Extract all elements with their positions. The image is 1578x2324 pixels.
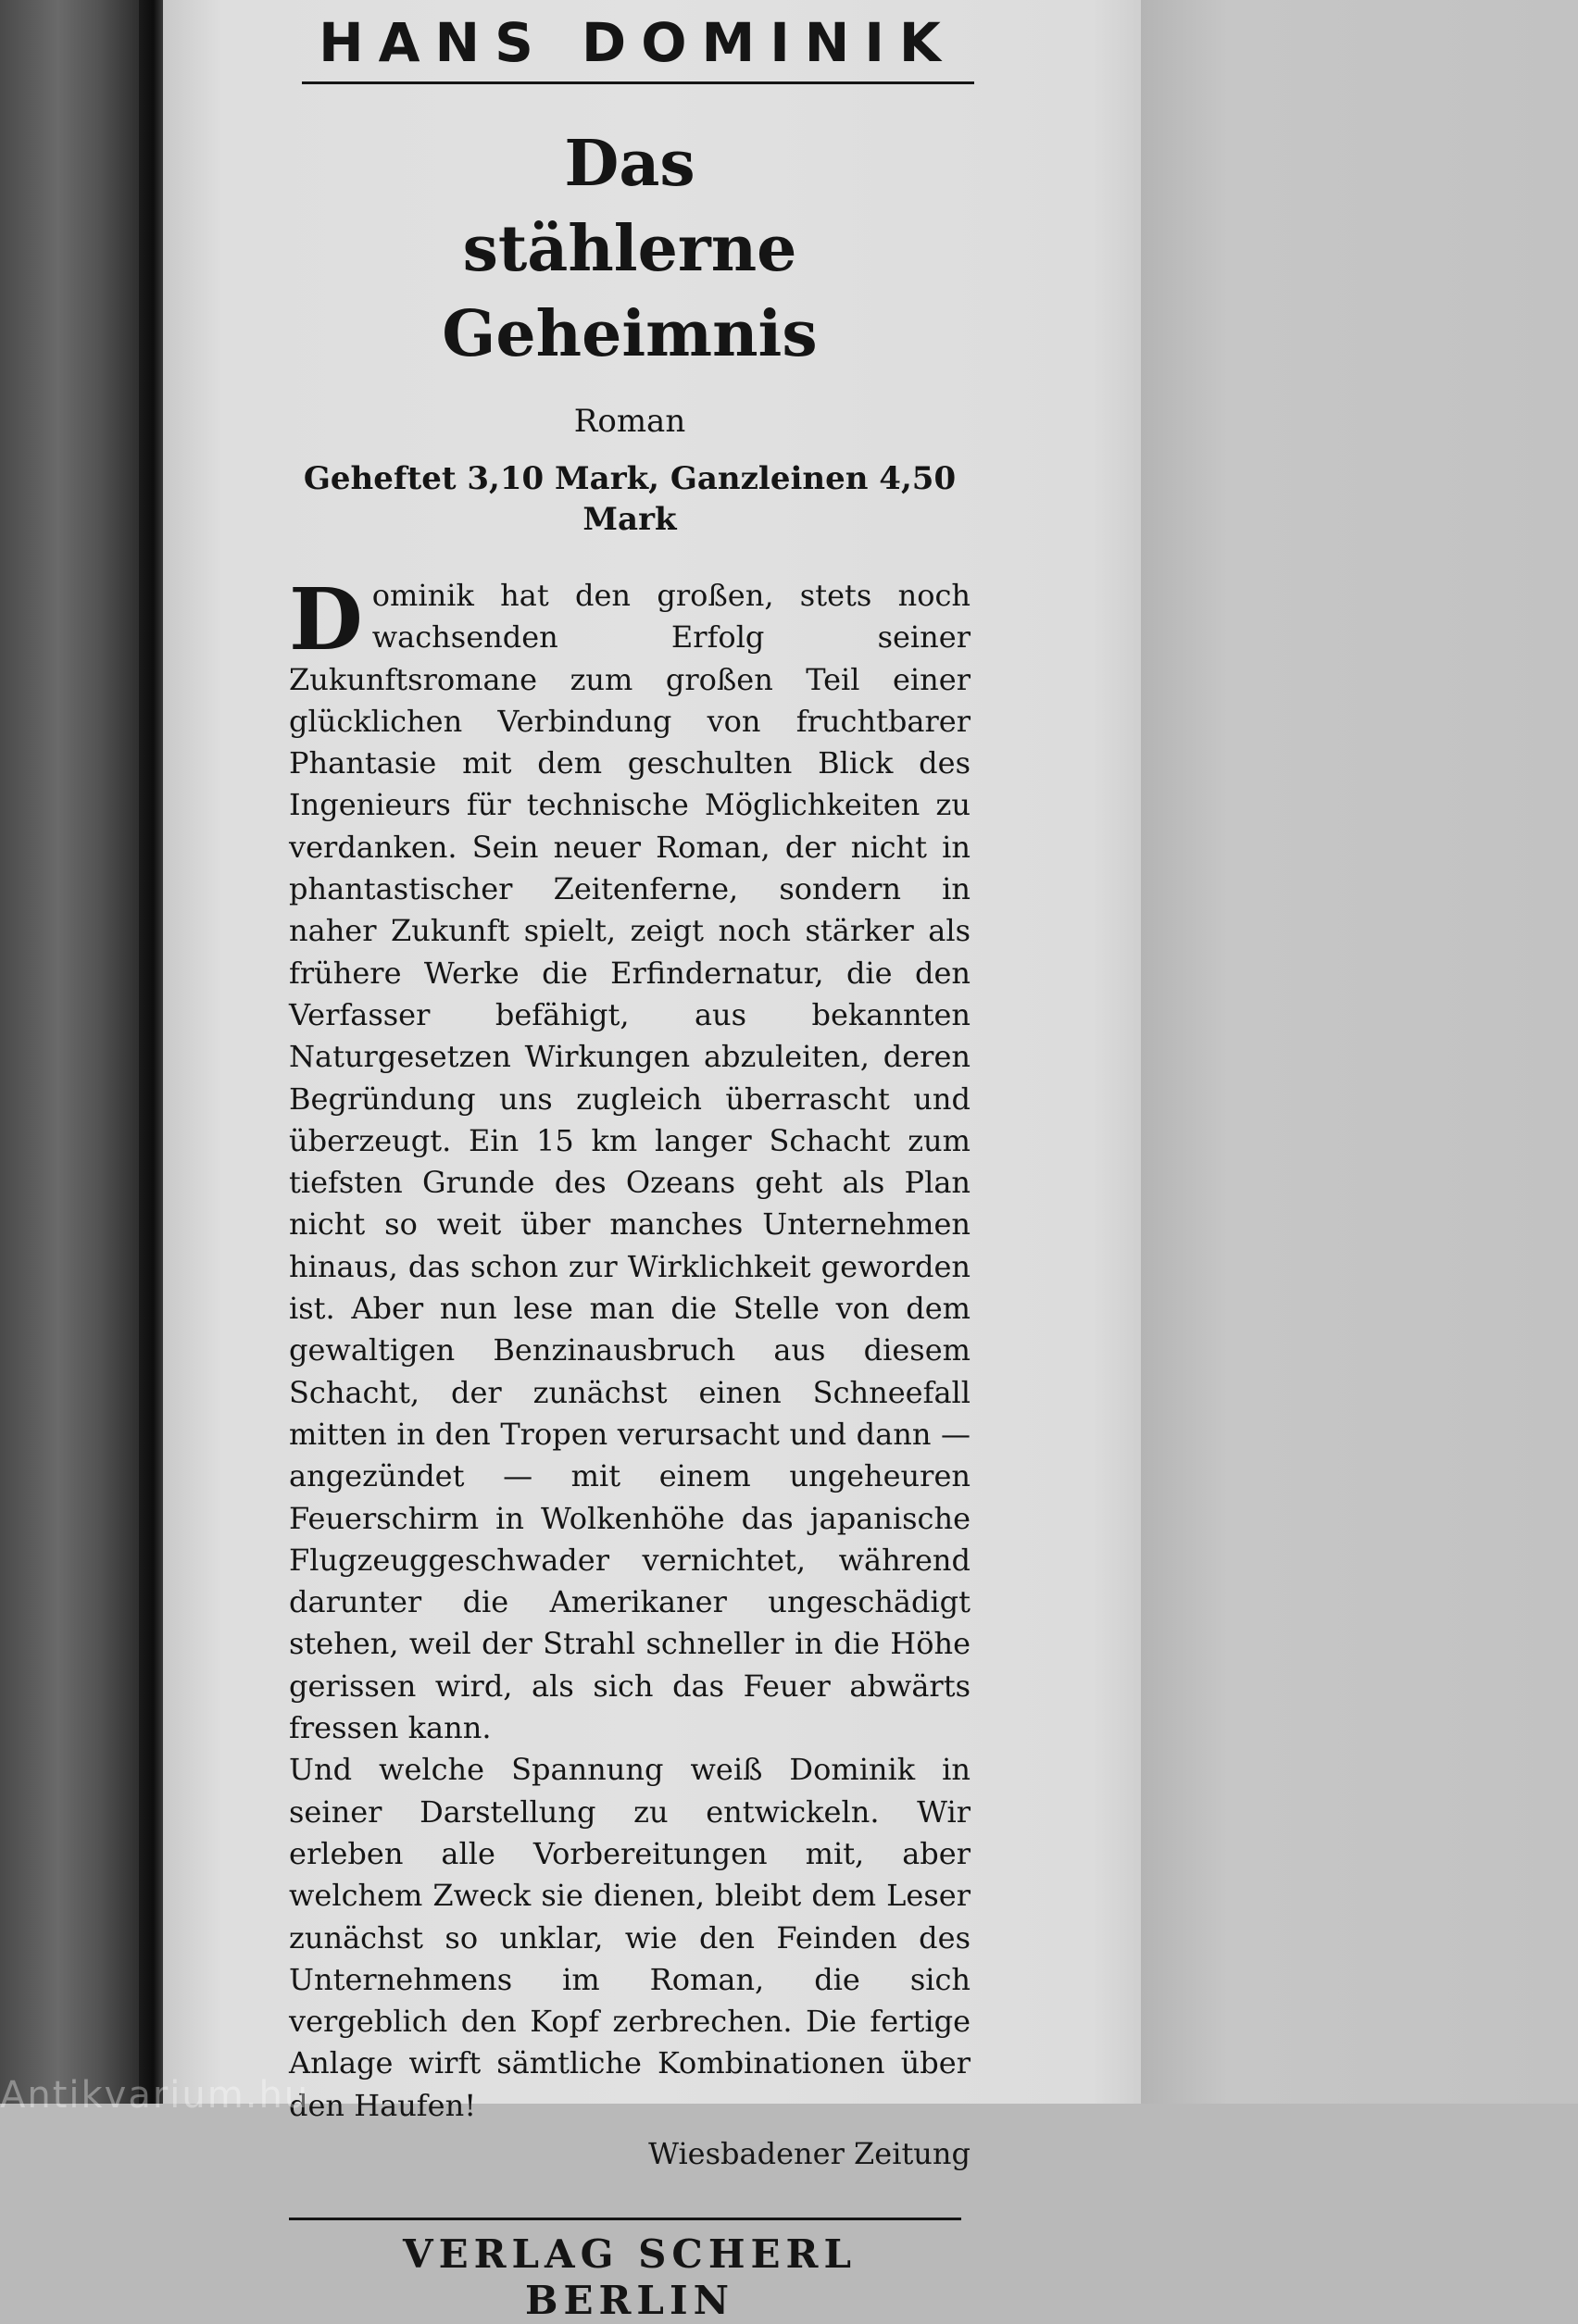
review-paragraph-1 <box>289 569 971 1749</box>
review-text <box>289 569 971 2127</box>
author-divider <box>302 81 974 84</box>
book-title <box>289 121 971 377</box>
author-name: HANS DOMINIK <box>319 11 956 74</box>
book-genre: Roman <box>573 403 686 440</box>
drop-cap: D <box>289 569 363 669</box>
publisher-divider <box>289 2218 961 2220</box>
book-title-line-1: Das <box>564 127 695 201</box>
review-source: Wiesbadener Zeitung <box>648 2135 971 2171</box>
watermark: Antikvarium.hu <box>0 2074 310 2117</box>
page-content <box>289 0 971 2324</box>
book-title-line-2: stählerne Geheimnis <box>442 212 818 371</box>
review-paragraph-1-text: ominik hat den großen, stets noch wachsenden Erfolg seiner Zukunftsromane zum großen Teil einer glücklichen Verbindung von fruchtbarer Phantasie mit dem geschulten Blick des Ingenieurs für technische Möglichkeiten zu verdanken. Sein neuer Roman, der nicht in phantastischer Zeitenferne, sondern in naher Zukunft spielt, zeigt noch stärker als frühere Werke die Erfindernatur, die den Verfasser befähigt, aus bekannten Naturgesetzen Wirkungen abzuleiten, deren Begründung uns zugleich überrascht und überzeugt. Ein 15 km langer Schacht zum tiefsten Grunde des Ozeans geht als Plan nicht so weit über manches Unternehmen hinaus, das schon zur Wirklichkeit geworden ist. Aber nun lese man die Stelle von dem gewaltigen Benzinausbruch aus diesem Schacht, der zunächst einen Schneefall mitten in den Tropen verursacht und dann — angezündet — mit einem ungeheuren Feuerschirm in Wolkenhöhe das japanische Flugzeuggeschwader vernichtet, während darunter die Amerikaner ungeschädigt stehen, weil der Strahl schneller in die Höhe gerissen wird, als sich das Feuer abwärts fressen kann. <box>289 578 971 1746</box>
review-paragraph-2: Und welche Spannung weiß Dominik in seiner Darstellung zu entwickeln. Wir erleben alle Vorbereitungen mit, aber welchem Zweck sie dienen, bleibt dem Leser zunächst so unklar, wie den Feinden des Unternehmens im Roman, die sich vergeblich den Kopf zerbrechen. Die fertige Anlage wirft sämtliche Kombinationen über den Haufen! <box>289 1752 971 2123</box>
book-price: Geheftet 3,10 Mark, Ganzleinen 4,50 Mark <box>303 460 957 538</box>
spine-edge <box>139 0 163 2104</box>
adjacent-page <box>1141 0 1578 2104</box>
publisher-name: VERLAG SCHERL BERLIN <box>402 2230 857 2323</box>
